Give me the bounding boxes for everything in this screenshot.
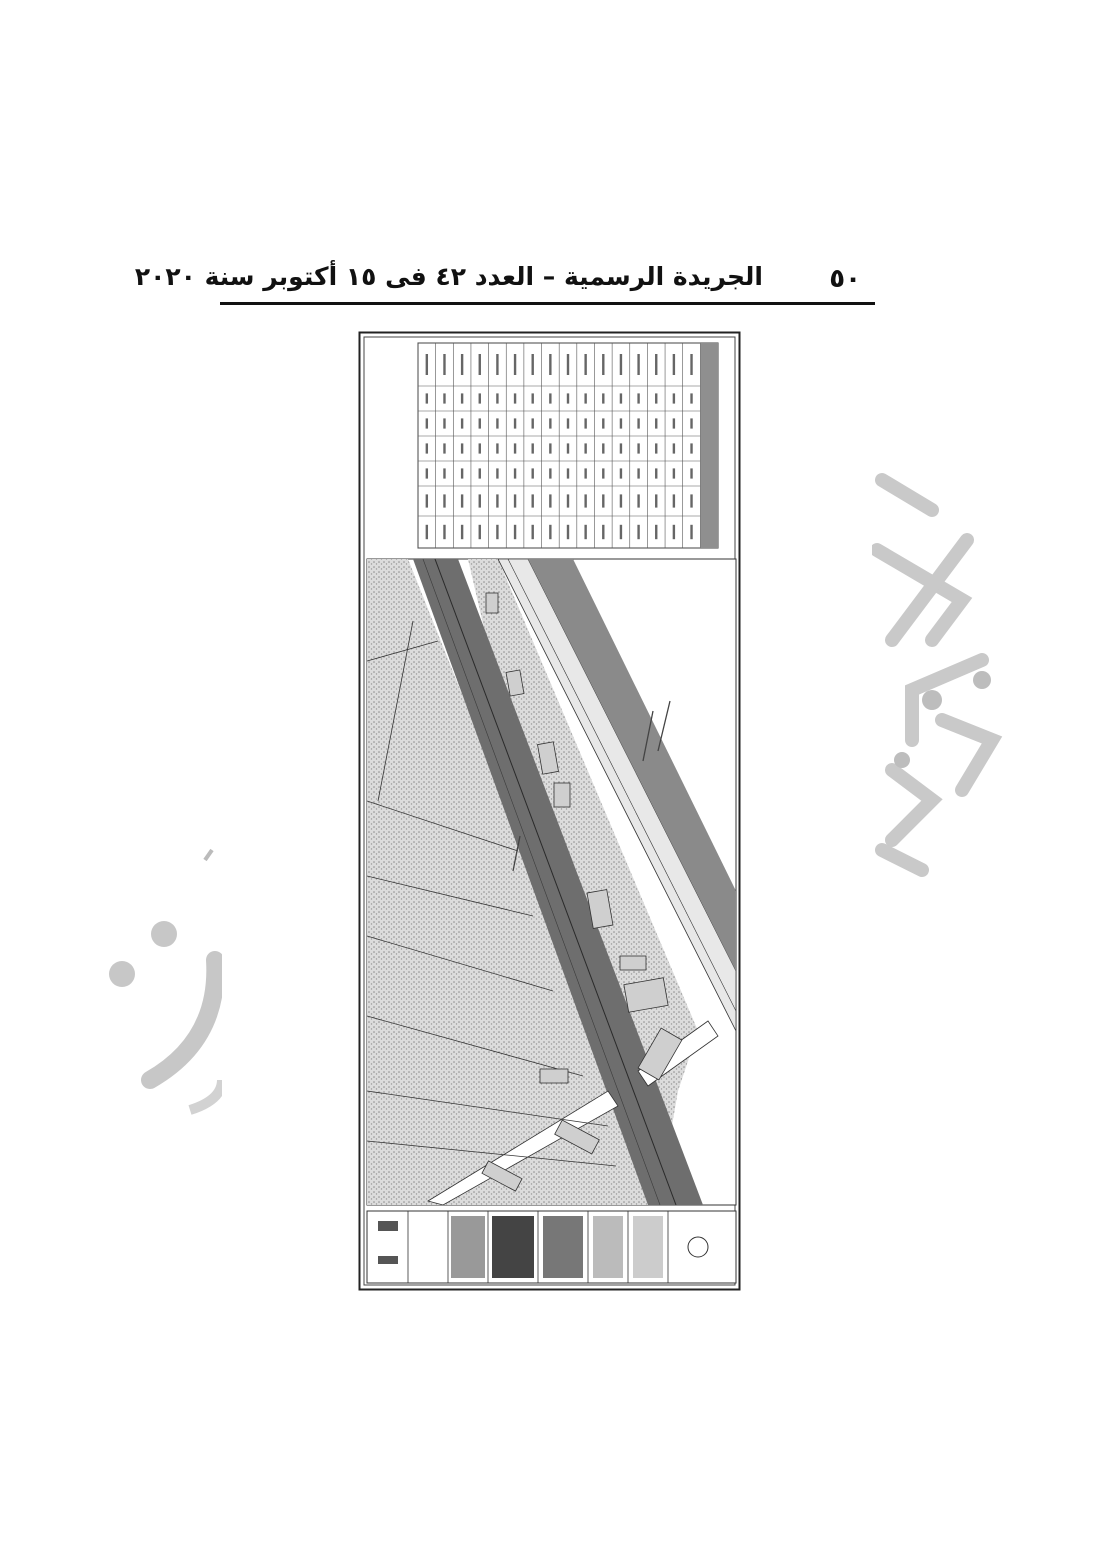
- watermark-stamp-left: [0, 840, 222, 1140]
- parcel-table: [418, 343, 718, 548]
- watermark-stamp-right: [872, 440, 1096, 880]
- page-header: [134, 258, 875, 298]
- gazette-header-title: الجريدة الرسمية – العدد ٤٢ فى ١٥ أكتوبر سنة ٢٠٢٠: [134, 262, 763, 291]
- map-title-block: [367, 1211, 736, 1283]
- header-rule: [220, 302, 875, 305]
- site-plan-map: [358, 331, 741, 1291]
- page-number: ٥٠: [829, 264, 861, 294]
